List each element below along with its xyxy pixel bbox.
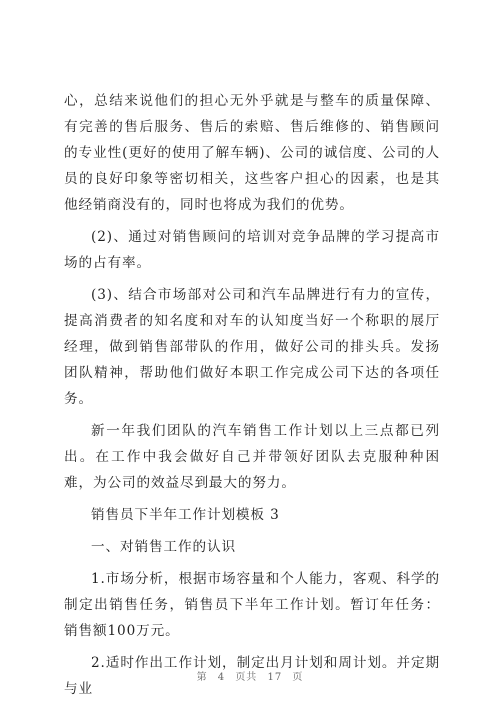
paragraph-item-3: (3)、结合市场部对公司和汽车品牌进行有力的宣传，提高消费者的知名度和对车的认知度当好一个称职的展厅经理，做到销售部带队的作用，做好公司的排头兵。发扬团队精神，帮助他们做好本职工作完成公司下达的各项任务。 <box>64 287 440 407</box>
section-title: 销售员下半年工作计划模板 3 <box>91 507 280 523</box>
footer-label-middle: 页共 <box>235 672 258 683</box>
footer-page-number: 4 <box>217 672 226 683</box>
paragraph-summary: 心，总结来说他们的担心无外乎就是与整车的质量保障、有完善的售后服务、售后的索赔、售后维修的、销售顾问的专业性(更好的使用了解车辆)、公司的诚信度、公司的人员的良好印象等密切相关，这些客户担心的因素，也是其他经销商没有的，同时也将成为我们的优势。 <box>64 93 440 213</box>
footer-total-pages: 17 <box>267 672 283 683</box>
section-heading-1: 一、对销售工作的认识 <box>91 539 236 555</box>
paragraph-item-2: (2)、通过对销售顾问的培训对竞争品牌的学习提高市场的占有率。 <box>64 229 440 271</box>
paragraph-point-2: 2.适时作出工作计划，制定出月计划和周计划。并定期与业 <box>64 655 440 697</box>
paragraph-conclusion: 新一年我们团队的汽车销售工作计划以上三点都已列出。在工作中我会做好自己并带领好团队去克服种种困难，为公司的效益尽到最大的努力。 <box>64 423 440 491</box>
paragraph-point-1: 1.市场分析，根据市场容量和个人能力，客观、科学的制定出销售任务，销售员下半年工作计划。暂订年任务：销售额100万元。 <box>64 571 440 639</box>
document-body <box>64 88 440 708</box>
footer-label-after: 页 <box>292 672 304 683</box>
footer-label-before: 第 <box>196 672 208 683</box>
page-footer <box>0 668 500 683</box>
